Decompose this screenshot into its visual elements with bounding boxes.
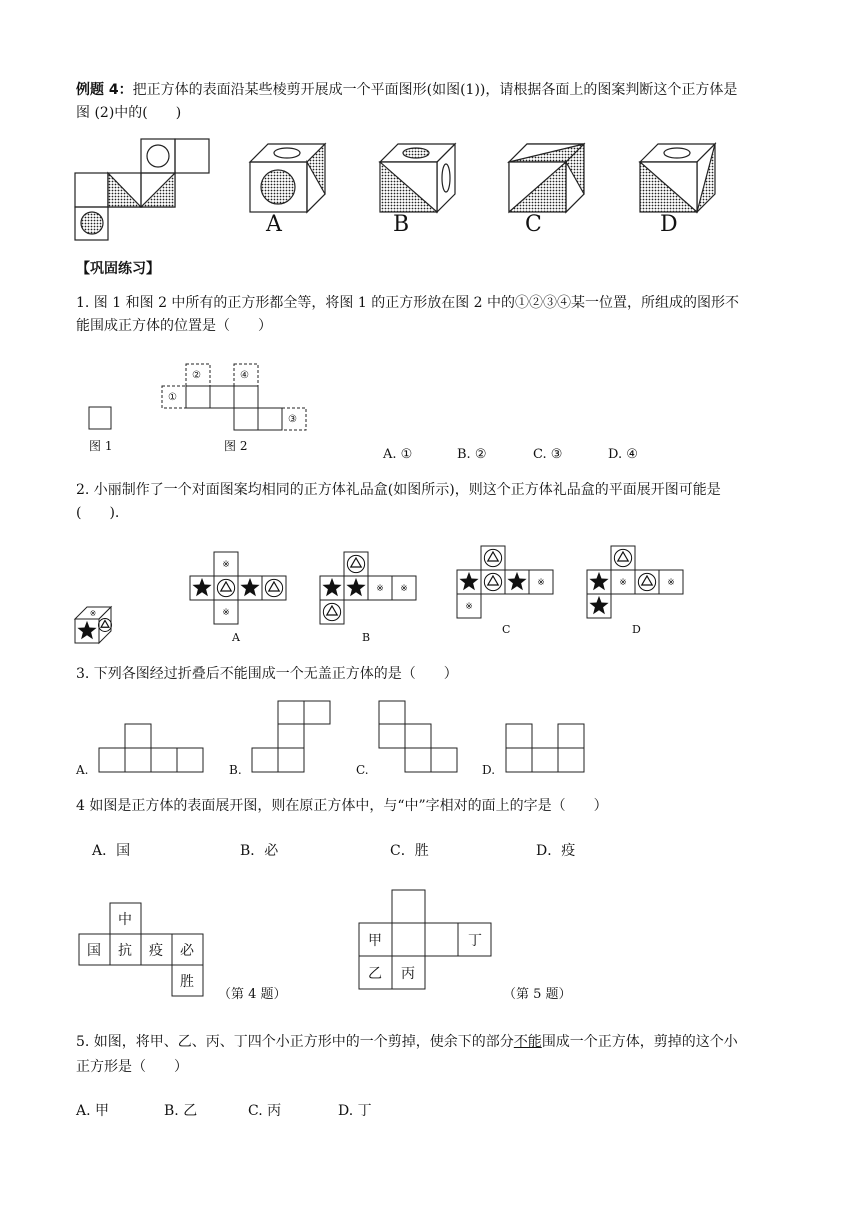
q1-option-a: A. ① (383, 447, 413, 462)
example4-option-d: D (660, 212, 678, 237)
q5-underlined-text: 不能 (513, 1034, 542, 1050)
q5-line2: 正方形是（ ） (76, 1059, 188, 1075)
q4-char-yi: 疫 (149, 943, 163, 959)
q5-option-b: B. 乙 (164, 1103, 198, 1119)
q5-option-c: C. 丙 (248, 1103, 282, 1119)
example4-option-b: B (393, 212, 410, 237)
q5-line1-text: 5. 如图，将甲、乙、丙、丁四个小正方形中的一个剪掉，使余下的部分 (76, 1034, 514, 1050)
q4-line1: 4 如图是正方体的表面展开图，则在原正方体中，与“中”字相对的面上的字是（ ） (76, 798, 608, 814)
q4-char-kang: 抗 (118, 943, 132, 959)
q1-line1: 1. 图 1 和图 2 中所有的正方形都全等，将图 1 的正方形放在图 2 中的①②③④某一位置，所组成的图形不 (76, 295, 740, 311)
q4-option-c: C．胜 (390, 843, 429, 859)
q5-char-bing: 丙 (401, 966, 415, 982)
pattern-icon: ※ (619, 578, 627, 588)
q4-option-d: D．疫 (536, 843, 576, 859)
pattern-icon: ※ (537, 578, 545, 588)
q5-char-jia: 甲 (368, 933, 382, 949)
pattern-icon: ※ (89, 609, 97, 618)
q3-option-a: A. (76, 763, 89, 777)
pattern-icon: ※ (465, 602, 473, 612)
q3-option-b: B. (229, 763, 242, 777)
q5-caption: （第 5 题） (503, 987, 572, 1002)
q5-option-a: A. 甲 (76, 1103, 110, 1119)
q3-option-d: D. (482, 763, 496, 777)
q5-char-ding: 丁 (468, 933, 482, 949)
q1-fig2-caption: 图 2 (224, 439, 248, 453)
q2-option-b: B (362, 631, 371, 644)
q1-pos-label-2: ② (192, 370, 201, 381)
q2-line1: 2. 小丽制作了一个对面图案均相同的正方体礼品盒(如图所示)，则这个正方体礼品盒的平面展开图可能是 (76, 482, 721, 498)
q2-option-a: A (232, 631, 240, 644)
q4-char-zhong: 中 (118, 912, 132, 928)
q1-pos-label-1: ① (168, 392, 177, 403)
q1-pos-label-3: ③ (288, 414, 297, 425)
example4-option-a: A (266, 212, 282, 237)
q3-line1: 3. 下列各图经过折叠后不能围成一个无盖正方体的是（ ） (76, 666, 458, 682)
q1-option-b: B. ② (457, 447, 487, 462)
q1-line2: 能围成正方体的位置是（ ） (76, 318, 272, 334)
q4-char-sheng: 胜 (180, 974, 194, 990)
pattern-icon: ※ (400, 584, 408, 594)
q1-option-d: D. ④ (608, 447, 638, 462)
q4-char-bi: 必 (180, 943, 194, 959)
q5-option-d: D. 丁 (338, 1103, 372, 1119)
example4-label: 例题 4： (76, 82, 133, 98)
q2-line2: ( ). (76, 505, 120, 521)
q4-option-b: B．必 (240, 843, 279, 859)
q2-option-c: C (502, 623, 511, 636)
q3-option-c: C. (356, 763, 369, 777)
example4-option-c: C (525, 212, 542, 237)
pattern-icon: ※ (222, 560, 230, 570)
section-title: 【巩固练习】 (76, 261, 160, 277)
q5-char-yi: 乙 (368, 966, 382, 982)
example4-text: 把正方体的表面沿某些棱剪开展成一个平面图形(如图(1))，请根据各面上的图案判断这个正方体是 (132, 82, 738, 98)
example4-line2: 图 (2)中的( ) (76, 105, 182, 121)
q1-fig1-caption: 图 1 (89, 439, 113, 453)
q1-pos-label-4: ④ (240, 370, 249, 381)
q5-line1b-text: 围成一个正方体，剪掉的这个小 (541, 1034, 738, 1050)
q1-option-c: C. ③ (533, 447, 563, 462)
q4-char-guo: 国 (87, 943, 101, 959)
pattern-icon: ※ (376, 584, 384, 594)
q4-option-a: A．国 (92, 843, 131, 859)
pattern-icon: ※ (222, 608, 230, 618)
q4-caption: （第 4 题） (218, 987, 287, 1002)
pattern-icon: ※ (667, 578, 675, 588)
q5-line1 (76, 1032, 738, 1052)
q2-option-d: D (632, 623, 641, 636)
